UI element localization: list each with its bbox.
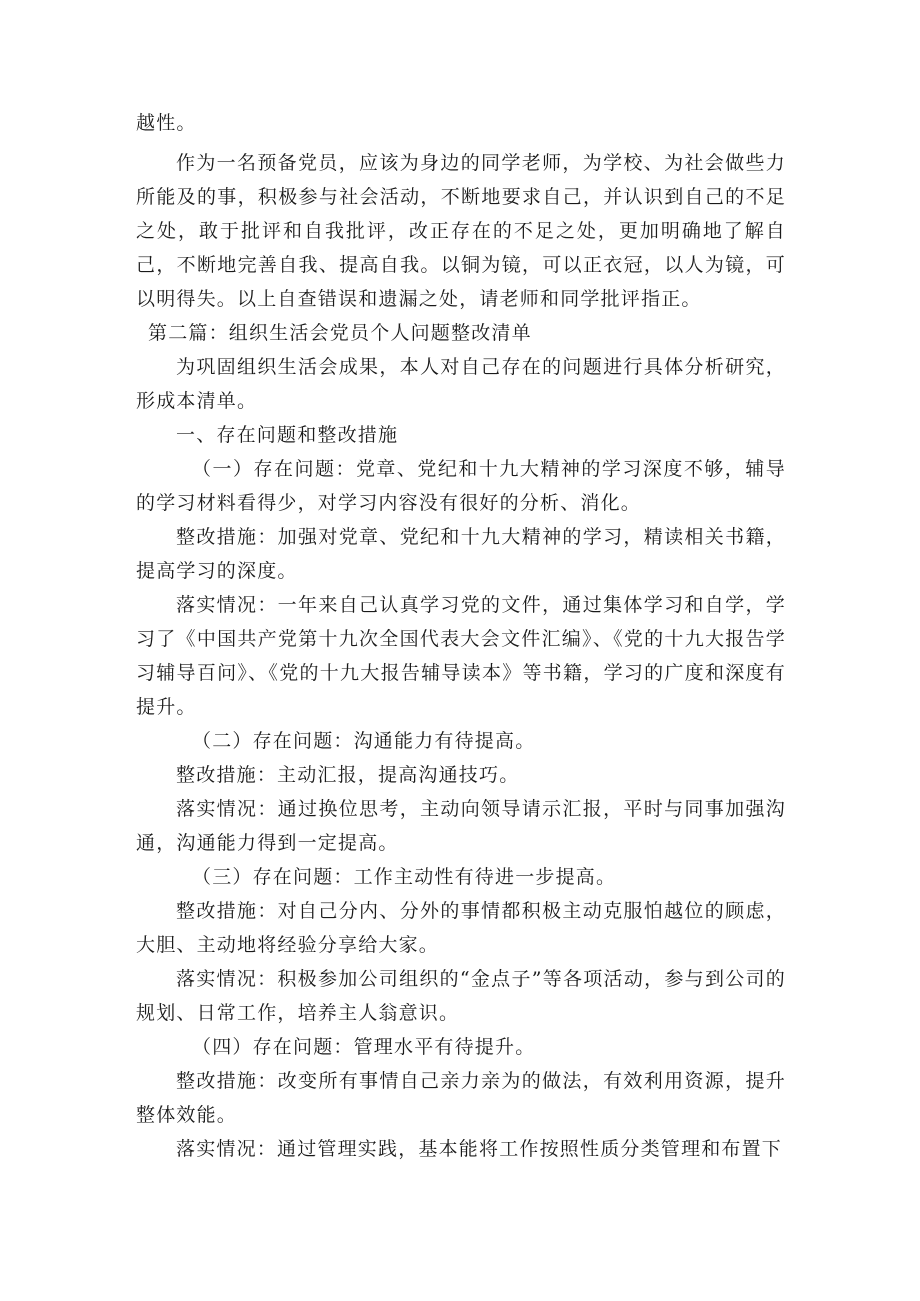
item-4-measure: 整改措施：改变所有事情自己亲力亲为的做法，有效利用资源，提升整体效能。 — [136, 1070, 786, 1126]
item-2-measure: 整改措施：主动汇报，提高沟通技巧。 — [176, 764, 520, 786]
document-body — [136, 106, 786, 1166]
item-1-problem: （一）存在问题：党章、党纪和十九大精神的学习深度不够，辅导的学习材料看得少，对学习内容没有很好的分析、消化。 — [136, 458, 786, 514]
item-1-measure: 整改措施：加强对党章、党纪和十九大精神的学习，精读相关书籍，提高学习的深度。 — [136, 526, 786, 582]
item-3-measure: 整改措施：对自己分内、分外的事情都积极主动克服怕越位的顾虑，大胆、主动地将经验分享给大家。 — [136, 900, 786, 956]
item-2-implementation: 落实情况：通过换位思考，主动向领导请示汇报，平时与同事加强沟通，沟通能力得到一定提高。 — [136, 798, 786, 854]
item-2-problem: （二）存在问题：沟通能力有待提高。 — [192, 730, 536, 752]
item-3-problem: （三）存在问题：工作主动性有待进一步提高。 — [192, 866, 617, 888]
item-1-implementation: 落实情况：一年来自己认真学习党的文件，通过集体学习和自学，学习了《中国共产党第十九次全国代表大会文件汇编》、《党的十九大报告学习辅导百问》、《党的十九大报告辅导读本》等书籍，学习的广度和深度有提升。 — [136, 594, 786, 718]
paragraph-self-review: 作为一名预备党员，应该为身边的同学老师，为学校、为社会做些力所能及的事，积极参与社会活动，不断地要求自己，并认识到自己的不足之处，敢于批评和自我批评，改正存在的不足之处，更加明确地了解自己，不断地完善自我、提高自我。以铜为镜，可以正衣冠，以人为镜，可以明得失。以上自查错误和遗漏之处，请老师和同学批评指正。 — [136, 152, 786, 310]
heading-problems-measures: 一、存在问题和整改措施 — [176, 424, 399, 446]
paragraph-intro: 为巩固组织生活会成果，本人对自己存在的问题进行具体分析研究，形成本清单。 — [136, 356, 786, 412]
section-title: 第二篇：组织生活会党员个人问题整改清单 — [148, 322, 532, 344]
item-4-problem: （四）存在问题：管理水平有待提升。 — [192, 1036, 536, 1058]
paragraph-continuation: 越性。 — [136, 112, 197, 134]
item-3-implementation: 落实情况：积极参加公司组织的“金点子”等各项活动，参与到公司的规划、日常工作，培养主人翁意识。 — [136, 968, 786, 1024]
item-4-implementation: 落实情况：通过管理实践，基本能将工作按照性质分类管理和布置下 — [176, 1138, 783, 1160]
